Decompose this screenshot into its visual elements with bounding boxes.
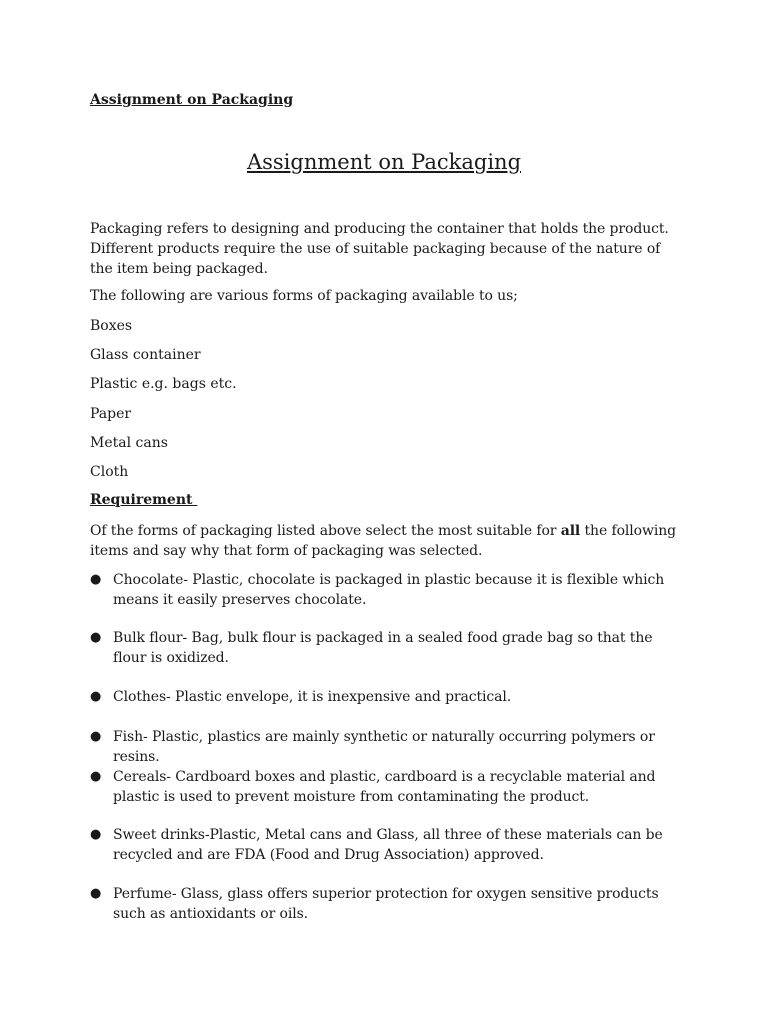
answer-text: Perfume- Glass, glass offers superior protection for oxygen sensitive products such as antioxidants or oils.	[113, 886, 659, 922]
answer-text: Cereals- Cardboard boxes and plastic, cardboard is a recyclable material and plastic is used to prevent moisture from contaminating the product.	[113, 769, 656, 805]
forms-lead-in: The following are various forms of packaging available to us;	[90, 288, 518, 304]
form-item-cloth: Cloth	[90, 464, 129, 480]
running-title: Assignment on Packaging	[90, 92, 294, 108]
answer-item-fish	[90, 727, 682, 767]
answer-item-sweet-drinks	[90, 825, 682, 865]
answer-text: Clothes- Plastic envelope, it is inexpensive and practical.	[113, 689, 512, 705]
form-item-metal-cans: Metal cans	[90, 435, 168, 451]
answer-text: Bulk flour- Bag, bulk flour is packaged in a sealed food grade bag so that the flour is oxidized.	[113, 630, 653, 666]
bullet-icon: ●	[90, 886, 102, 901]
bullet-icon: ●	[90, 572, 102, 587]
requirement-text	[90, 521, 680, 561]
answer-text: Fish- Plastic, plastics are mainly synthetic or naturally occurring polymers or resins.	[113, 729, 655, 765]
form-item-plastic: Plastic e.g. bags etc.	[90, 376, 237, 392]
requirement-text-before: Of the forms of packaging listed above select the most suitable for	[90, 523, 561, 539]
answer-item-chocolate	[90, 570, 682, 610]
bullet-icon: ●	[90, 729, 102, 744]
requirement-text-bold: all	[560, 523, 581, 539]
bullet-icon: ●	[90, 630, 102, 645]
answer-item-clothes	[90, 687, 682, 707]
form-item-boxes: Boxes	[90, 318, 133, 334]
requirement-text-after: the following items and say why that form of packaging was selected.	[90, 523, 677, 559]
form-item-glass: Glass container	[90, 347, 201, 363]
document-title: Assignment on Packaging	[246, 150, 522, 174]
bullet-icon: ●	[90, 769, 102, 784]
requirement-heading: Requirement	[90, 492, 198, 508]
bullet-icon: ●	[90, 827, 102, 842]
bullet-icon: ●	[90, 689, 102, 704]
answer-text: Chocolate- Plastic, chocolate is packaged in plastic because it is flexible which means it easily preserves chocolate.	[113, 572, 665, 608]
answer-item-perfume	[90, 884, 682, 924]
answer-item-cereals	[90, 767, 682, 807]
answer-item-bulk-flour	[90, 628, 682, 668]
form-item-paper: Paper	[90, 406, 132, 422]
intro-paragraph: Packaging refers to designing and producing the container that holds the product. Different products require the use of suitable packaging because of the nature of the item being packaged.	[90, 221, 669, 277]
answer-text: Sweet drinks-Plastic, Metal cans and Glass, all three of these materials can be recycled and are FDA (Food and Drug Association) approved.	[113, 827, 663, 863]
